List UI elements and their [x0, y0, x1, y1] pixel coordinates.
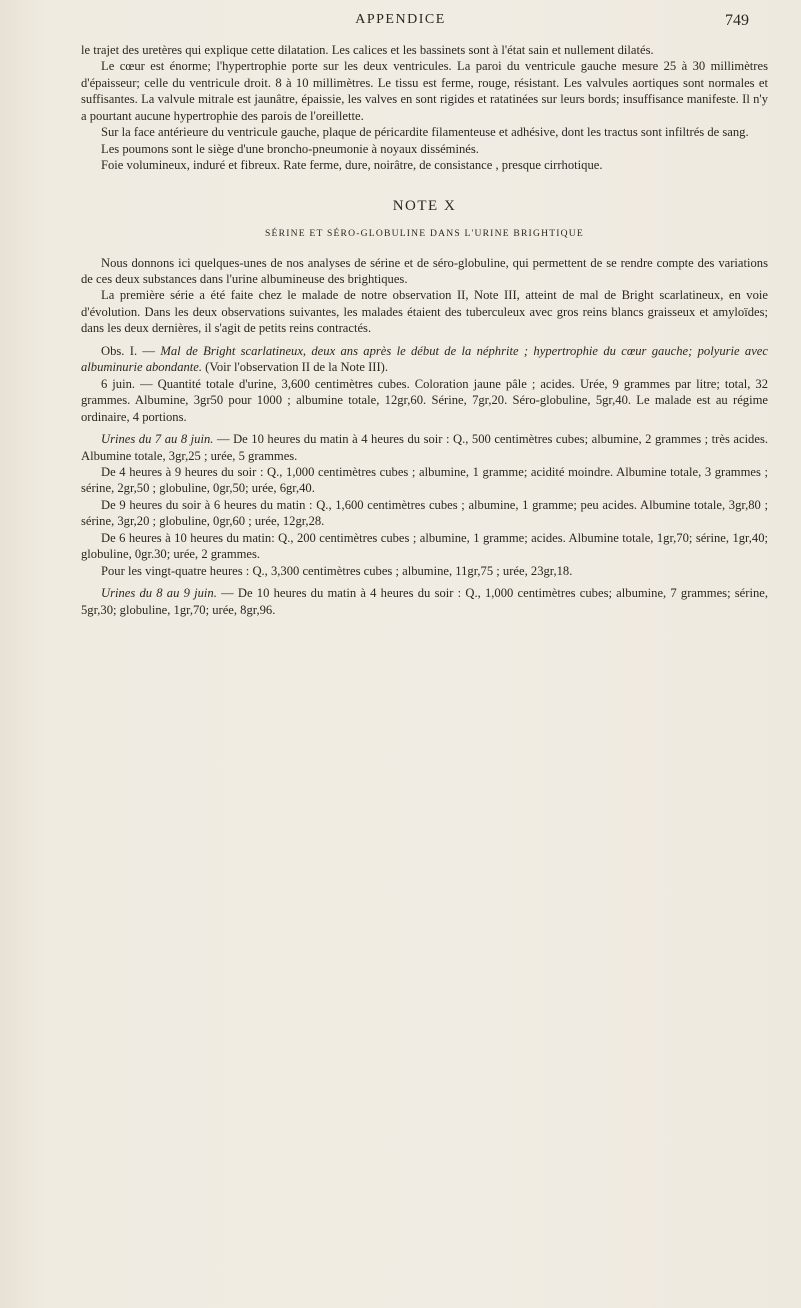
paragraph: De 6 heures à 10 heures du matin: Q., 200 centimètres cubes ; albumine, 1 gramme; acides. Albumine totale, 1gr,70; sérine, 1gr,40; globuline, 0gr.30; urée, 2 grammes.	[81, 530, 768, 562]
paragraph: Foie volumineux, induré et fibreux. Rate ferme, dure, noirâtre, de consistance , presque cirrhotique.	[101, 158, 603, 173]
observation-label: Obs. I. —	[101, 343, 161, 358]
page-header	[0, 12, 801, 38]
paragraph: Le cœur est énorme; l'hypertrophie porte sur les deux ventricules. La paroi du ventricule gauche mesure 25 à 30 millimètres d'épaisseur; celle du ventricule droit. 8 à 10 millimètres. Le tissu est ferme, rouge, résistant. Les valvules aortiques sont normales et suffisantes. La valvule mitrale est jaunâtre, épaissie, les valves en sont rigides et ratatinées sur leurs bords; insuffisance manifeste. Il n'y a pourtant aucune hypertrophie des parois de l'oreillette.	[81, 59, 768, 123]
section-lead: — De 10 heures du matin à 4 heures du soir : Q., 500 centimètres cubes; albumine, 2 grammes ; très acides. Albumine totale, 3gr,25 ; urée, 5 grammes.	[81, 432, 768, 463]
observation-reference: (Voir l'observation II de la Note III).	[202, 360, 389, 375]
paragraph: De 9 heures du soir à 6 heures du matin : Q., 1,600 centimètres cubes ; albumine, 1 gramme; peu acides. Albumine totale, 3gr,80 ; sérine, 3gr,20 ; globuline, 0gr,60 ; urée, 12gr,28.	[81, 497, 768, 529]
urine-section	[81, 585, 768, 618]
observation-title: Mal de Bright scarlatineux, deux ans après le début de la néphrite ; hypertrophie du cœur gauche; polyurie avec albuminurie abondante.	[81, 343, 768, 375]
section-lead: — De 10 heures du matin à 4 heures du soir : Q., 1,000 centimètres cubes; albumine, 7 grammes; sérine, 5gr,30; globuline, 1gr,70; urée, 8gr,96.	[81, 586, 769, 617]
urine-section	[81, 431, 768, 464]
note-subtitle: SÉRINE ET SÉRO-GLOBULINE DANS L'URINE BRIGHTIQUE	[265, 228, 584, 240]
paragraph: Sur la face antérieure du ventricule gauche, plaque de péricardite filamenteuse et adhésive, dont les tractus sont infiltrés de sang.	[101, 125, 749, 140]
page-number: 749	[725, 12, 749, 29]
page-body	[81, 42, 768, 618]
observation-heading	[81, 343, 768, 376]
note-title: NOTE X	[392, 197, 457, 214]
paragraph: le trajet des uretères qui explique cette dilatation. Les calices et les bassinets sont à l'état sain et nullement dilatés.	[81, 43, 654, 57]
section-heading: Urines du 7 au 8 juin.	[101, 432, 214, 447]
paragraph: La première série a été faite chez le malade de notre observation II, Note III, atteint de mal de Bright scarlatineux, en voie d'évolution. Dans les deux observations suivantes, les malades étaient des tuberculeux avec gros reins blancs graisseux et amyloïdes; dans les deux dernières, il s'agit de petits reins contractés.	[81, 288, 768, 336]
paragraph: Les poumons sont le siège d'une broncho-pneumonie à noyaux disséminés.	[101, 141, 479, 156]
paragraph: De 4 heures à 9 heures du soir : Q., 1,000 centimètres cubes ; albumine, 1 gramme; acidité moindre. Albumine totale, 3 grammes ; sérine, 2gr,50 ; globuline, 0gr,50; urée, 6gr,40.	[81, 464, 768, 496]
paragraph: 6 juin. — Quantité totale d'urine, 3,600 centimètres cubes. Coloration jaune pâle ; acides. Urée, 9 grammes par litre; total, 32 grammes. Albumine, 3gr50 pour 1000 ; albumine totale, 12gr,60. Sérine, 7gr,20. Séro-globuline, 5gr,40. Le malade est au régime ordinaire, 4 portions.	[81, 376, 768, 424]
paragraph: Nous donnons ici quelques-unes de nos analyses de sérine et de séro-globuline, qui permettent de se rendre compte des variations de ces deux substances dans l'urine albumineuse des brightiques.	[81, 255, 768, 286]
running-head: APPENDICE	[355, 12, 446, 27]
paragraph: Pour les vingt-quatre heures : Q., 3,300 centimètres cubes ; albumine, 11gr,75 ; urée, 23gr,18.	[101, 563, 573, 578]
section-heading: Urines du 8 au 9 juin.	[101, 586, 217, 601]
